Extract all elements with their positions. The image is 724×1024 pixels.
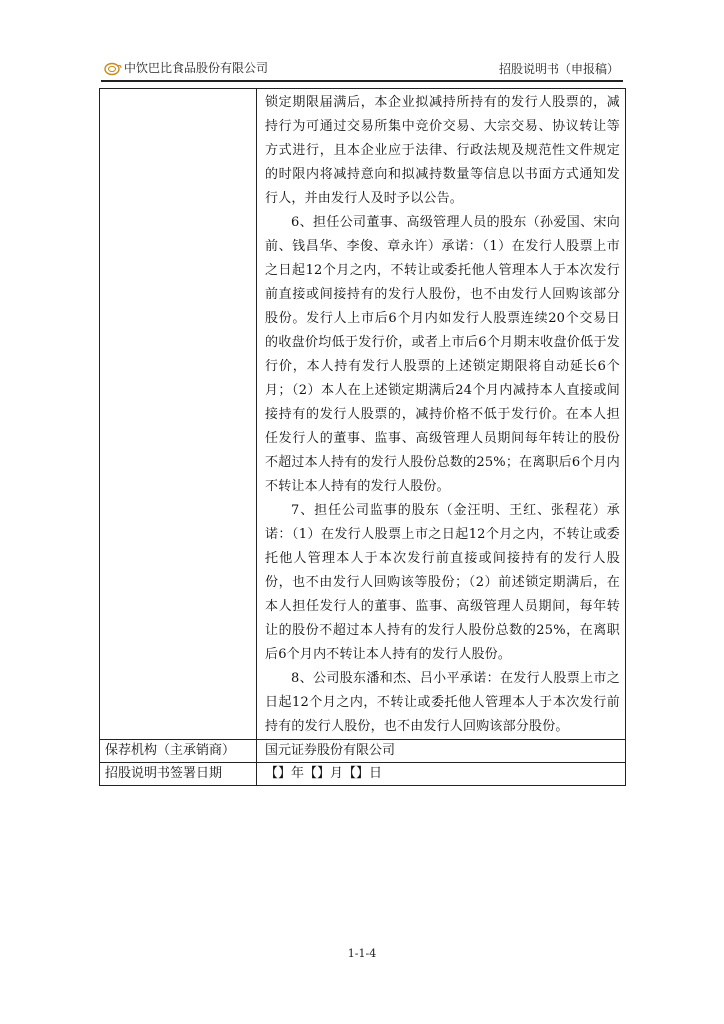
sponsor-value: 国元证券股份有限公司 (257, 740, 626, 763)
commitment-paragraph: 7、担任公司监事的股东（金汪明、王红、张程花）承诺：（1）在发行人股票上市之日起12个月之内，不转让或委托他人管理本人于本次发行前直接或间接持有的发行人股份，也不由发行人回购该等股份；（2）前述锁定期满后，在本人担任发行人的董事、监事、高级管理人员期间，每年转让的股份不超过本人持有的发行人股份总数的25%，在离职后6个月内不转让本人持有的发行人股份。 (265, 503, 620, 662)
commitment-label-cell (100, 89, 257, 740)
header-brand (104, 60, 268, 76)
company-logo-icon (104, 61, 122, 75)
commitment-paragraph: 8、公司股东潘和杰、吕小平承诺：在发行人股票上市之日起12个月之内，不转让或委托他人管理本人于本次发行前持有的发行人股份，也不由发行人回购该部分股份。 (265, 671, 620, 734)
company-name: 中饮巴比食品股份有限公司 (124, 61, 269, 75)
commitment-paragraph: 锁定期限届满后，本企业拟减持所持有的发行人股票的，减持行为可通过交易所集中竞价交易、大宗交易、协议转让等方式进行，且本企业应于法律、行政法规及规范性文件规定的时限内将减持意向和拟减持数量等信息以书面方式通知发行人，并由发行人及时予以公告。 (265, 95, 620, 206)
info-table (99, 88, 626, 786)
signing-date-label: 招股说明书签署日期 (100, 763, 257, 786)
commitment-paragraph: 6、担任公司董事、高级管理人员的股东（孙爱国、宋向前、钱昌华、李俊、章永许）承诺：（1）在发行人股票上市之日起12个月之内，不转让或委托他人管理本人于本次发行前直接或间接持有的发行人股份，也不由发行人回购该部分股份。发行人上市后6个月内如发行人股票连续20个交易日的收盘价均低于发行价，或者上市后6个月期末收盘价低于发行价，本人持有发行人股票的上述锁定期限将自动延长6个月；（2）本人在上述锁定期满后24个月内减持本人直接或间接持有的发行人股票的，减持价格不低于发行价。在本人担任发行人的董事、监事、高级管理人员期间每年转让的股份不超过本人持有的发行人股份总数的25%；在离职后6个月内不转让本人持有的发行人股份。 (265, 215, 620, 494)
signing-date-row (100, 763, 626, 786)
sponsor-label: 保荐机构（主承销商） (100, 740, 257, 763)
page-header (101, 58, 623, 82)
document-title: 招股说明书（申报稿） (498, 62, 619, 76)
commitment-row (100, 89, 626, 740)
signing-date-value: 【】年【】月【】日 (257, 763, 626, 786)
sponsor-row (100, 740, 626, 763)
commitment-content-cell (257, 89, 626, 740)
page-number: 1-1-4 (347, 947, 377, 960)
